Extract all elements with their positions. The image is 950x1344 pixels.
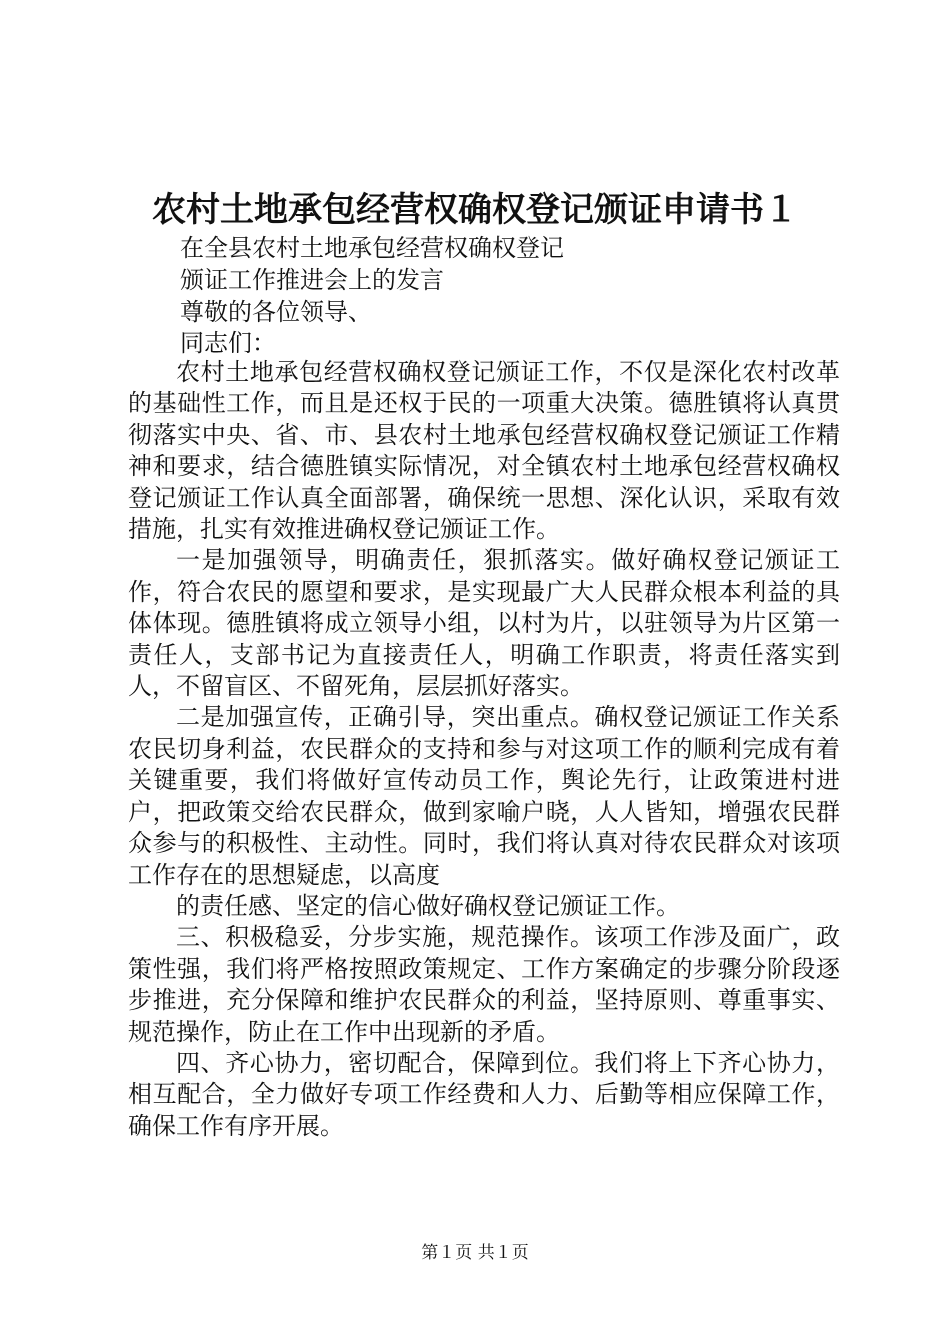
intro-line-4: 同志们： [180, 329, 276, 357]
paragraph-4: 三、积极稳妥，分步实施，规范操作。该项工作涉及面广，政策性强，我们将严格按照政策规定、工作方案确定的步骤分阶段逐步推进，充分保障和维护农民群众的利益，坚持原则、尊重事实、规范操作，防止在工作中出现新的矛盾。 [128, 923, 840, 1046]
paragraph-1: 农村土地承包经营权确权登记颁证工作，不仅是深化农村改革的基础性工作，而且是还权于民的一项重大决策。德胜镇将认真贯彻落实中央、省、市、县农村土地承包经营权确权登记颁证工作精神和要求，结合德胜镇实际情况，对全镇农村土地承包经营权确权登记颁证工作认真全面部署，确保统一思想、深化认识，采取有效措施，扎实有效推进确权登记颁证工作。 [128, 358, 840, 544]
paragraph-2: 一是加强领导，明确责任，狠抓落实。做好确权登记颁证工作，符合农民的愿望和要求，是实现最广大人民群众根本利益的具体体现。德胜镇将成立领导小组，以村为片，以驻领导为片区第一责任人，支部书记为直接责任人，明确工作职责，将责任落实到人，不留盲区、不留死角，层层抓好落实。 [128, 546, 840, 701]
paragraph-3-continuation: 的责任感、坚定的信心做好确权登记颁证工作。 [176, 891, 680, 920]
document-body [128, 357, 840, 1142]
paragraph-5: 四、齐心协力，密切配合，保障到位。我们将上下齐心协力，相互配合，全力做好专项工作经费和人力、后勤等相应保障工作，确保工作有序开展。 [128, 1048, 840, 1140]
intro-line-1: 在全县农村土地承包经营权确权登记 [180, 234, 564, 262]
document-title: 农村土地承包经营权确权登记颁证申请书１ [152, 190, 798, 230]
intro-line-2: 颁证工作推进会上的发言 [180, 266, 444, 294]
intro-line-3: 尊敬的各位领导、 [180, 298, 372, 326]
paragraph-3: 二是加强宣传，正确引导，突出重点。确权登记颁证工作关系农民切身利益，农民群众的支持和参与对这项工作的顺利完成有着关键重要，我们将做好宣传动员工作，舆论先行，让政策进村进户，把政策交给农民群众，做到家喻户晓，人人皆知，增强农民群众参与的积极性、主动性。同时，我们将认真对待农民群众对该项工作存在的思想疑虑，以高度 [128, 703, 840, 889]
page-number-footer: 第１页 共１页 [421, 1243, 529, 1263]
